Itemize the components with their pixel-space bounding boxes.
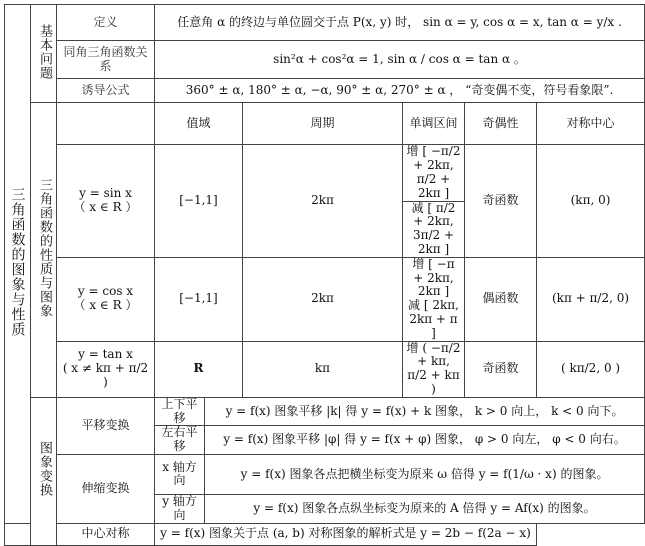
sub-central-symmetry: 中心对称 (57, 523, 155, 545)
func-tan-domain: ( x ≠ kπ + π/2 ) (62, 361, 149, 390)
sin-range: [−1,1] (155, 145, 243, 257)
header-period: 周期 (243, 103, 403, 145)
cos-monotonic (403, 257, 465, 341)
sin-parity: 奇函数 (465, 145, 537, 257)
func-sin-name: y = sin x (79, 186, 132, 201)
content-central-symmetry: y = f(x) 图象关于点 (a, b) 对称图象的解析式是 y = 2b − f(2a − x) (155, 523, 537, 545)
row-content-definition: 任意角 α 的终边与单位圆交于点 P(x, y) 时， sin α = y, cos α = x, tan α = y/x . (155, 5, 645, 41)
section-basic-label: 基本问题 (36, 23, 52, 80)
func-tan (57, 341, 155, 397)
row-label-identity: 同角三角函数关系 (57, 41, 155, 79)
func-tan-name: y = tan x (78, 347, 133, 362)
sin-increasing: 增 [ −π/2 + 2kπ, π/2 + 2kπ ] (403, 145, 465, 201)
sin-center: (kπ, 0) (537, 145, 645, 257)
content-horizontal-shift: y = f(x) 图象平移 |φ| 得 y = f(x + φ) 图象， φ > 0 向左， φ < 0 向右。 (205, 426, 645, 455)
row-content-identity: sin²α + cos²α = 1, sin α / cos α = tan α 。 (155, 41, 645, 79)
tan-parity: 奇函数 (465, 341, 537, 397)
sub-y-scaling: y 轴方向 (155, 494, 205, 523)
content-y-scaling: y = f(x) 图象各点纵坐标变为原来的 A 倍得 y = Af(x) 的图象。 (205, 494, 645, 523)
header-parity: 奇偶性 (465, 103, 537, 145)
section-main (5, 5, 31, 524)
row-content-induction: 360° ± α, 180° ± α, −α, 90° ± α, 270° ± α ， “奇变偶不变，符号看象限”. (155, 79, 645, 103)
func-sin (57, 145, 155, 257)
header-range: 值域 (155, 103, 243, 145)
cos-increasing: 增 [ −π + 2kπ, 2kπ ] (412, 256, 455, 299)
section-transform-label: 图象变换 (36, 441, 52, 498)
tan-range: R (155, 341, 243, 397)
group-translation: 平移变换 (57, 397, 155, 454)
group-scaling: 伸缩变换 (57, 454, 155, 523)
header-center: 对称中心 (537, 103, 645, 145)
content-vertical-shift: y = f(x) 图象平移 |k| 得 y = f(x) + k 图象， k > 0 向上， k < 0 向下。 (205, 397, 645, 426)
section-props-label: 三角函数的性质与图象 (36, 177, 52, 318)
section-basic (31, 5, 57, 103)
sin-period: 2kπ (243, 145, 403, 257)
cos-range: [−1,1] (155, 257, 243, 341)
cos-center: (kπ + π/2, 0) (537, 257, 645, 341)
sin-decreasing: 减 [ π/2 + 2kπ, 3π/2 + 2kπ ] (403, 201, 465, 257)
cos-decreasing: 减 [ 2kπ, 2kπ + π ] (408, 298, 459, 340)
trig-summary-table (4, 4, 645, 546)
group-symmetry (5, 523, 31, 545)
section-props (31, 103, 57, 398)
header-monotonic: 单调区间 (403, 103, 465, 145)
row-label-induction: 诱导公式 (57, 79, 155, 103)
tan-period: kπ (243, 341, 403, 397)
sub-horizontal-shift: 左右平移 (155, 426, 205, 455)
header-function (57, 103, 155, 145)
cos-parity: 偶函数 (465, 257, 537, 341)
sub-vertical-shift: 上下平移 (155, 397, 205, 426)
section-transform (31, 397, 57, 545)
tan-center: ( kπ/2, 0 ) (537, 341, 645, 397)
func-cos-domain: （ x ∈ R ） (73, 298, 138, 313)
sub-x-scaling: x 轴方向 (155, 454, 205, 494)
content-x-scaling: y = f(x) 图象各点把横坐标变为原来 ω 倍得 y = f(1/ω · x) 的图象。 (205, 454, 645, 494)
cos-period: 2kπ (243, 257, 403, 341)
func-cos (57, 257, 155, 341)
func-sin-domain: （ x ∈ R ） (73, 200, 138, 215)
func-cos-name: y = cos x (77, 284, 134, 299)
row-label-definition: 定义 (57, 5, 155, 41)
tan-increasing: 增 ( −π/2 + kπ, π/2 + kπ ) (403, 341, 465, 397)
section-main-label: 三角函数的图象与性质 (9, 186, 26, 337)
